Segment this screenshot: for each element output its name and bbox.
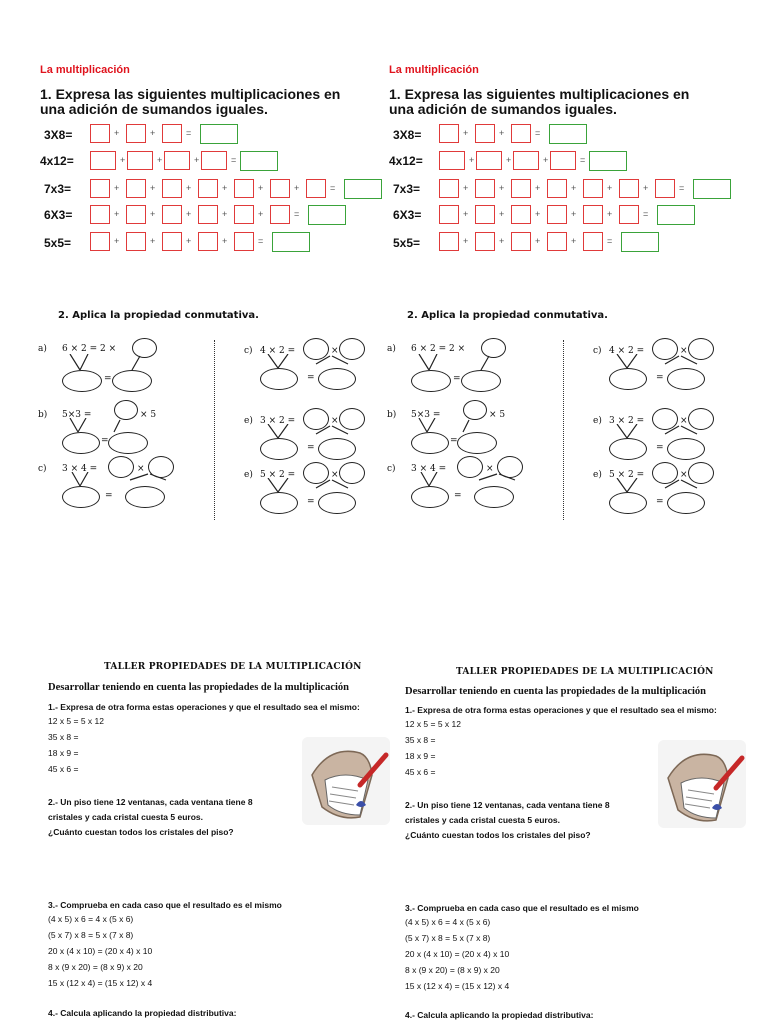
addend-box[interactable] (655, 179, 675, 198)
line: 35 x 8 = (405, 735, 436, 745)
addend-box[interactable] (439, 151, 465, 170)
line: 12 x 5 = 5 x 12 (48, 716, 104, 726)
item-label: e) (593, 416, 602, 426)
plus-sign: + (150, 236, 156, 246)
line: 8 x (9 x 20) = (8 x 9) x 20 (405, 965, 500, 975)
worksheet-title: TALLER PROPIEDADES DE LA MULTIPLICACIÓN (104, 662, 362, 672)
plus-sign: + (535, 209, 541, 219)
plus-sign: + (186, 236, 192, 246)
divider (563, 340, 564, 520)
plus-sign: + (463, 128, 469, 138)
worksheet-subtitle: Desarrollar teniendo en cuenta las propiedades de la multiplicación (48, 682, 350, 693)
plus-sign: + (150, 128, 156, 138)
item-label: a) (38, 344, 47, 354)
times-sign: × (331, 470, 339, 480)
plus-sign: + (607, 209, 613, 219)
addend-box[interactable] (90, 124, 110, 143)
plus-sign: + (294, 183, 300, 193)
addend-box[interactable] (511, 232, 531, 251)
addend-box[interactable] (234, 232, 254, 251)
plus-sign: + (258, 209, 264, 219)
addend-box[interactable] (90, 179, 110, 198)
line: 45 x 6 = (405, 767, 436, 777)
item-label: b) (38, 410, 48, 420)
plus-sign: + (571, 209, 577, 219)
answer-bubble[interactable] (411, 486, 449, 508)
divider (214, 340, 215, 520)
plus-sign: + (222, 236, 228, 246)
equals-sign: = (453, 374, 461, 384)
section-title: La multiplicación (40, 64, 130, 76)
row-label: 3X8= (393, 128, 422, 142)
addend-box[interactable] (198, 232, 218, 251)
addend-box[interactable] (475, 205, 495, 224)
line: 2.- Un piso tiene 12 ventanas, cada ventana tiene 8 (48, 797, 253, 807)
answer-bubble[interactable] (112, 370, 152, 392)
expression-suffix: × 5 (140, 410, 157, 420)
question-2: 2. Aplica la propiedad conmutativa. (58, 310, 259, 321)
plus-sign: + (499, 236, 505, 246)
plus-sign: + (258, 183, 264, 193)
row-label: 4x12= (40, 154, 74, 168)
addend-box[interactable] (198, 179, 218, 198)
row-label: 6X3= (393, 208, 422, 222)
row-label: 7x3= (44, 182, 72, 196)
row-label: 5x5= (44, 236, 72, 250)
equals-sign: = (330, 183, 336, 193)
worksheet-q3: 3.- Comprueba en cada caso que el resultado es el mismo (48, 900, 282, 910)
worksheet-q2 (405, 798, 610, 843)
row-label: 5x5= (393, 236, 421, 250)
line: 45 x 6 = (48, 764, 79, 774)
addend-box[interactable] (439, 205, 459, 224)
result-box[interactable] (240, 151, 278, 171)
result-box[interactable] (657, 205, 695, 225)
addend-box[interactable] (306, 179, 326, 198)
row-label: 4x12= (389, 154, 423, 168)
expression: 5 × 2 = (260, 470, 296, 480)
equals-sign: = (307, 497, 315, 507)
plus-sign: + (114, 236, 120, 246)
result-box[interactable] (272, 232, 310, 252)
times-sign: × (680, 470, 688, 480)
line: 18 x 9 = (405, 751, 436, 761)
answer-bubble[interactable] (260, 368, 298, 390)
expression: 5×3 = (411, 410, 441, 420)
line: (5 x 7) x 8 = 5 x (7 x 8) (405, 933, 491, 943)
worksheet-q1: 1.- Expresa de otra forma estas operaciones y que el resultado sea el mismo: (405, 705, 717, 715)
question-2: 2. Aplica la propiedad conmutativa. (407, 310, 608, 321)
expression: 3 × 4 = (411, 464, 447, 474)
addend-box[interactable] (439, 124, 459, 143)
addend-box[interactable] (476, 151, 502, 170)
answer-bubble[interactable] (609, 492, 647, 514)
line: ¿Cuánto cuestan todos los cristales del piso? (405, 830, 591, 840)
addend-box[interactable] (439, 232, 459, 251)
plus-sign: + (463, 209, 469, 219)
plus-sign: + (463, 183, 469, 193)
addend-box[interactable] (511, 179, 531, 198)
addend-box[interactable] (511, 124, 531, 143)
expression: 4 × 2 = (260, 346, 296, 356)
line: (5 x 7) x 8 = 5 x (7 x 8) (48, 930, 134, 940)
result-box[interactable] (308, 205, 346, 225)
plus-sign: + (222, 183, 228, 193)
answer-bubble[interactable] (667, 438, 705, 460)
line: 15 x (12 x 4) = (15 x 12) x 4 (405, 981, 510, 991)
answer-bubble[interactable] (62, 486, 100, 508)
equals-sign: = (535, 128, 541, 138)
addend-box[interactable] (127, 151, 153, 170)
plus-sign: + (114, 183, 120, 193)
expression: 3 × 4 = (62, 464, 98, 474)
addend-box[interactable] (162, 232, 182, 251)
plus-sign: + (157, 155, 163, 165)
answer-bubble[interactable] (457, 432, 497, 454)
plus-sign: + (535, 236, 541, 246)
addend-box[interactable] (550, 151, 576, 170)
answer-bubble[interactable] (411, 370, 451, 392)
answer-bubble[interactable] (411, 432, 449, 454)
addend-box[interactable] (270, 179, 290, 198)
line: 20 x (4 x 10) = (20 x 4) x 10 (405, 949, 510, 959)
equals-sign: = (580, 155, 586, 165)
addend-box[interactable] (583, 205, 603, 224)
answer-bubble[interactable] (609, 438, 647, 460)
line: (4 x 5) x 6 = 4 x (5 x 6) (48, 914, 134, 924)
worksheet-q4: 4.- Calcula aplicando la propiedad distributiva: (405, 1010, 594, 1020)
q3-lines (405, 914, 509, 994)
addend-box[interactable] (619, 179, 639, 198)
expression: 5 × 2 = (609, 470, 645, 480)
row-label: 7x3= (393, 182, 421, 196)
plus-sign: + (114, 209, 120, 219)
equals-sign: = (105, 491, 113, 501)
times-sign: × (137, 464, 145, 474)
addend-box[interactable] (475, 232, 495, 251)
addend-box[interactable] (270, 205, 290, 224)
addend-box[interactable] (162, 124, 182, 143)
addend-box[interactable] (126, 179, 146, 198)
times-sign: × (331, 416, 339, 426)
plus-sign: + (186, 183, 192, 193)
addend-box[interactable] (90, 232, 110, 251)
answer-bubble[interactable] (667, 492, 705, 514)
answer-bubble[interactable] (260, 492, 298, 514)
worksheet-q2 (48, 795, 253, 840)
expression: 6 × 2 = 2 × (62, 344, 117, 354)
plus-sign: + (463, 236, 469, 246)
plus-sign: + (499, 128, 505, 138)
item-label: e) (244, 470, 253, 480)
times-sign: × (486, 464, 494, 474)
addend-box[interactable] (164, 151, 190, 170)
addend-box[interactable] (475, 179, 495, 198)
answer-bubble[interactable] (125, 486, 165, 508)
plus-sign: + (150, 183, 156, 193)
addend-box[interactable] (475, 124, 495, 143)
expression-suffix: × 5 (489, 410, 506, 420)
answer-bubble[interactable] (114, 400, 138, 420)
line: 2.- Un piso tiene 12 ventanas, cada ventana tiene 8 (405, 800, 610, 810)
times-sign: × (331, 346, 339, 356)
addend-box[interactable] (439, 179, 459, 198)
line: cristales y cada cristal cuesta 5 euros. (48, 812, 203, 822)
result-box[interactable] (200, 124, 238, 144)
addend-box[interactable] (619, 205, 639, 224)
plus-sign: + (120, 155, 126, 165)
plus-sign: + (469, 155, 475, 165)
line: 15 x (12 x 4) = (15 x 12) x 4 (48, 978, 153, 988)
notebook-pencil-icon (656, 738, 748, 830)
worksheet-q4: 4.- Calcula aplicando la propiedad distributiva: (48, 1008, 237, 1018)
line: 12 x 5 = 5 x 12 (405, 719, 461, 729)
equals-sign: = (294, 209, 300, 219)
addend-box[interactable] (547, 205, 567, 224)
equals-sign: = (231, 155, 237, 165)
item-label: b) (387, 410, 397, 420)
answer-bubble[interactable] (62, 370, 102, 392)
item-label: a) (387, 344, 396, 354)
result-box[interactable] (549, 124, 587, 144)
addend-box[interactable] (126, 205, 146, 224)
answer-bubble[interactable] (62, 432, 100, 454)
equals-sign: = (450, 436, 458, 446)
plus-sign: + (222, 209, 228, 219)
answer-bubble[interactable] (609, 368, 647, 390)
worksheet-subtitle: Desarrollar teniendo en cuenta las propiedades de la multiplicación (405, 686, 707, 697)
answer-bubble[interactable] (461, 370, 501, 392)
line: 8 x (9 x 20) = (8 x 9) x 20 (48, 962, 143, 972)
question-1: 1. Expresa las siguientes multiplicaciones en una adición de sumandos iguales. (40, 86, 341, 117)
expression: 4 × 2 = (609, 346, 645, 356)
equals-sign: = (101, 436, 109, 446)
equals-sign: = (656, 497, 664, 507)
equals-sign: = (656, 373, 664, 383)
item-label: c) (387, 464, 396, 474)
q3-lines (48, 911, 152, 991)
equals-sign: = (607, 236, 613, 246)
result-box[interactable] (344, 179, 382, 199)
result-box[interactable] (621, 232, 659, 252)
answer-bubble[interactable] (260, 438, 298, 460)
equals-sign: = (679, 183, 685, 193)
item-label: c) (593, 346, 602, 356)
times-sign: × (680, 346, 688, 356)
notebook-pencil-icon (300, 735, 392, 827)
plus-sign: + (571, 236, 577, 246)
section-title: La multiplicación (389, 64, 479, 76)
plus-sign: + (607, 183, 613, 193)
addend-box[interactable] (583, 232, 603, 251)
plus-sign: + (186, 209, 192, 219)
plus-sign: + (150, 209, 156, 219)
equals-sign: = (454, 491, 462, 501)
line: ¿Cuánto cuestan todos los cristales del piso? (48, 827, 234, 837)
plus-sign: + (535, 183, 541, 193)
result-box[interactable] (693, 179, 731, 199)
addend-box[interactable] (234, 205, 254, 224)
addend-box[interactable] (583, 179, 603, 198)
addend-box[interactable] (90, 205, 110, 224)
row-label: 6X3= (44, 208, 73, 222)
addend-box[interactable] (162, 205, 182, 224)
plus-sign: + (506, 155, 512, 165)
addend-box[interactable] (198, 205, 218, 224)
row-label: 3X8= (44, 128, 73, 142)
q1-lines (48, 713, 104, 777)
answer-bubble[interactable] (463, 400, 487, 420)
equals-sign: = (656, 443, 664, 453)
plus-sign: + (499, 183, 505, 193)
item-label: e) (593, 470, 602, 480)
q1-lines (405, 716, 461, 780)
plus-sign: + (114, 128, 120, 138)
addend-box[interactable] (201, 151, 227, 170)
equals-sign: = (186, 128, 192, 138)
addend-box[interactable] (162, 179, 182, 198)
line: (4 x 5) x 6 = 4 x (5 x 6) (405, 917, 491, 927)
worksheet-q1: 1.- Expresa de otra forma estas operaciones y que el resultado sea el mismo: (48, 702, 360, 712)
plus-sign: + (499, 209, 505, 219)
question-1: 1. Expresa las siguientes multiplicaciones en una adición de sumandos iguales. (389, 86, 690, 117)
addend-box[interactable] (234, 179, 254, 198)
line: 18 x 9 = (48, 748, 79, 758)
addend-box[interactable] (126, 124, 146, 143)
equals-sign: = (307, 443, 315, 453)
addend-box[interactable] (90, 151, 116, 170)
equals-sign: = (104, 374, 112, 384)
expression: 6 × 2 = 2 × (411, 344, 466, 354)
item-label: c) (244, 346, 253, 356)
plus-sign: + (194, 155, 200, 165)
answer-bubble[interactable] (318, 492, 356, 514)
addend-box[interactable] (547, 179, 567, 198)
line: 20 x (4 x 10) = (20 x 4) x 10 (48, 946, 153, 956)
item-label: e) (244, 416, 253, 426)
addend-box[interactable] (547, 232, 567, 251)
line: 35 x 8 = (48, 732, 79, 742)
worksheet-title: TALLER PROPIEDADES DE LA MULTIPLICACIÓN (456, 667, 714, 677)
addend-box[interactable] (126, 232, 146, 251)
answer-bubble[interactable] (108, 432, 148, 454)
equals-sign: = (307, 373, 315, 383)
answer-bubble[interactable] (318, 438, 356, 460)
answer-bubble[interactable] (667, 368, 705, 390)
expression: 5×3 = (62, 410, 92, 420)
times-sign: × (680, 416, 688, 426)
equals-sign: = (643, 209, 649, 219)
plus-sign: + (571, 183, 577, 193)
addend-box[interactable] (513, 151, 539, 170)
line: cristales y cada cristal cuesta 5 euros. (405, 815, 560, 825)
result-box[interactable] (589, 151, 627, 171)
plus-sign: + (543, 155, 549, 165)
answer-bubble[interactable] (474, 486, 514, 508)
item-label: c) (38, 464, 47, 474)
answer-bubble[interactable] (318, 368, 356, 390)
addend-box[interactable] (511, 205, 531, 224)
expression: 3 × 2 = (609, 416, 645, 426)
plus-sign: + (643, 183, 649, 193)
worksheet-q3: 3.- Comprueba en cada caso que el resultado es el mismo (405, 903, 639, 913)
expression: 3 × 2 = (260, 416, 296, 426)
equals-sign: = (258, 236, 264, 246)
